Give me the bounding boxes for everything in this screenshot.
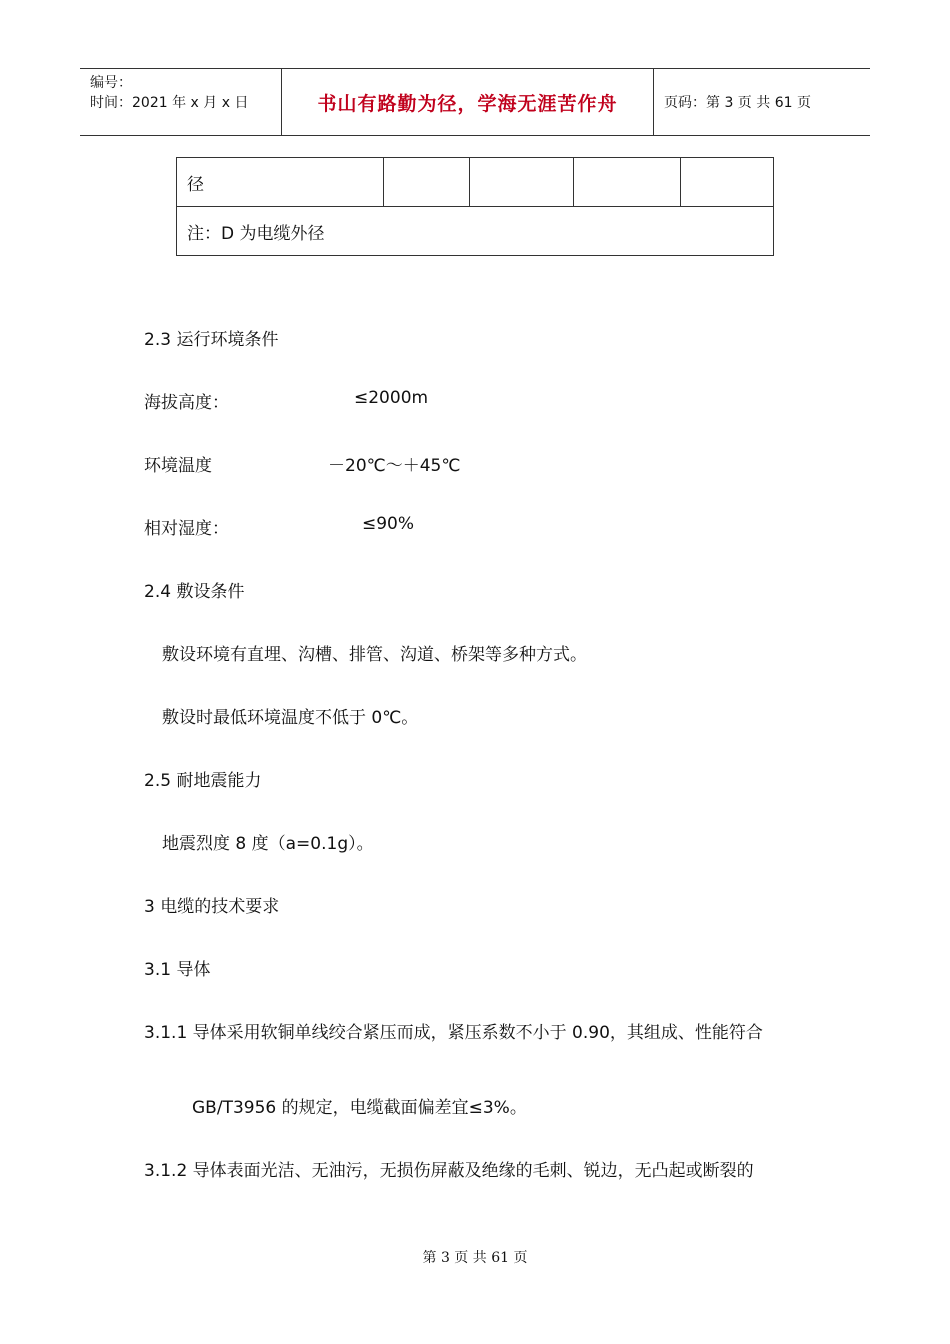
- section-2-4: 2.4 敷设条件: [144, 582, 245, 602]
- table-cell: [681, 158, 774, 207]
- laying-methods: 敷设环境有直埋、沟槽、排管、沟道、桥架等多种方式。: [162, 645, 587, 665]
- table-row: [177, 158, 774, 207]
- section-3-1: 3.1 导体: [144, 960, 211, 980]
- page-header: [80, 68, 870, 136]
- temperature-value: －20℃～＋45℃: [328, 456, 461, 476]
- spec-table: [176, 157, 774, 256]
- para-3-1-1: 3.1.1 导体采用软铜单线绞合紧压而成，紧压系数不小于 0.90，其组成、性能符合: [144, 1023, 763, 1043]
- altitude-label: 海拔高度：: [144, 393, 229, 413]
- table-note: 注：D 为电缆外径: [177, 207, 774, 256]
- section-2-3: 2.3 运行环境条件: [144, 330, 279, 350]
- header-motto: 书山有路勤为径，学海无涯苦作舟: [282, 69, 654, 135]
- para-3-1-2: 3.1.2 导体表面光洁、无油污，无损伤屏蔽及绝缘的毛刺、锐边，无凸起或断裂的: [144, 1161, 754, 1181]
- laying-temperature: 敷设时最低环境温度不低于 0℃。: [162, 708, 419, 728]
- date-label: 时间：2021 年 x 月 x 日: [90, 95, 249, 111]
- humidity-label: 相对湿度：: [144, 519, 229, 539]
- seismic-intensity: 地震烈度 8 度（a=0.1g）。: [162, 834, 374, 854]
- humidity-value: ≤90%: [362, 514, 415, 534]
- table-cell: [469, 158, 574, 207]
- number-label: 编号：: [90, 75, 132, 91]
- table-cell: 径: [177, 158, 384, 207]
- table-cell: [383, 158, 469, 207]
- altitude-value: ≤2000m: [354, 388, 429, 408]
- table-row: [177, 207, 774, 256]
- header-left: [80, 69, 282, 135]
- temperature-label: 环境温度: [144, 456, 212, 476]
- table-cell: [574, 158, 681, 207]
- para-3-1-1-cont: GB/T3956 的规定，电缆截面偏差宜≤3%。: [192, 1098, 527, 1118]
- section-2-5: 2.5 耐地震能力: [144, 771, 262, 791]
- header-page-info: 页码：第 3 页 共 61 页: [664, 95, 811, 111]
- page-footer: 第 3 页 共 61 页: [422, 1250, 528, 1266]
- section-3: 3 电缆的技术要求: [144, 897, 280, 917]
